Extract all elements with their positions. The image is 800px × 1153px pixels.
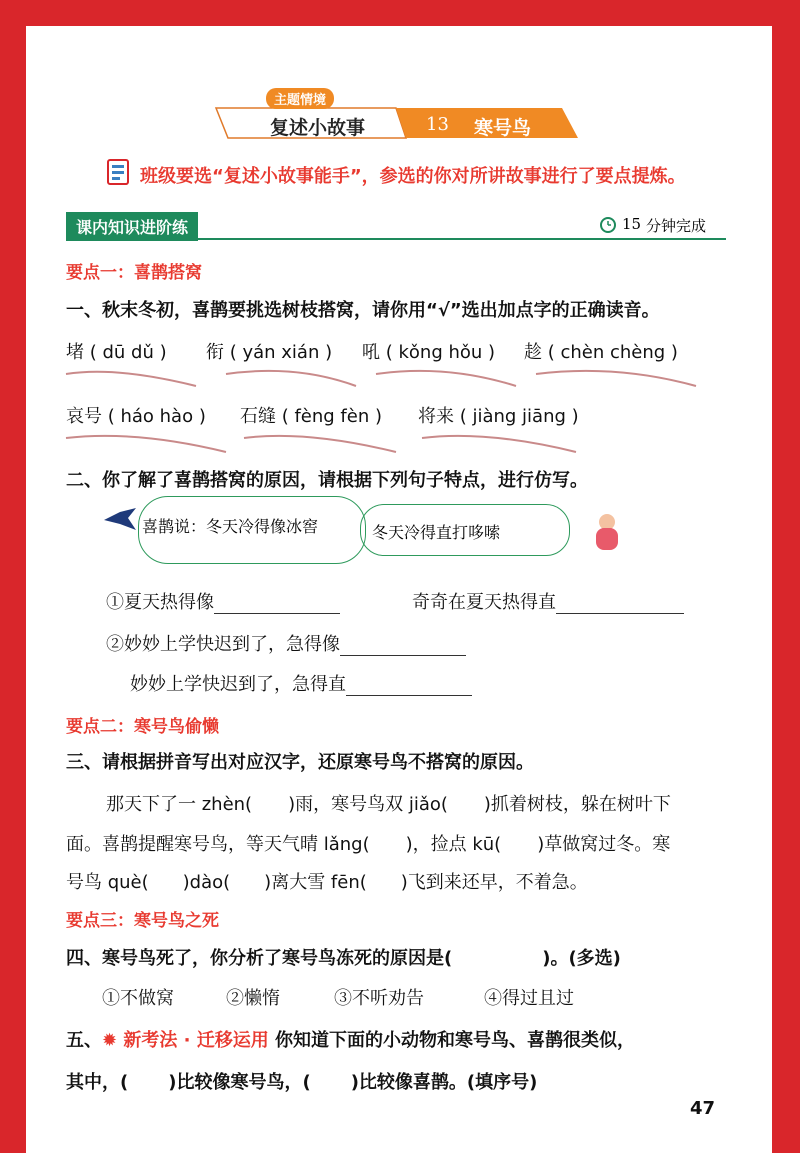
reading-options: chèn chèng [560, 342, 666, 363]
theme-tag: 主题情境 [266, 88, 334, 109]
question-4-text: 四、寒号鸟死了，你分析了寒号鸟冻死的原因是( [66, 948, 453, 969]
passage-seg: )雨，寒号鸟双 jiǎo( [288, 794, 448, 815]
point1-title: 要点一：喜鹊搭窝 [66, 263, 202, 283]
passage-seg: )草做窝过冬。寒 [537, 834, 671, 855]
lesson-number: 13 [426, 114, 449, 135]
reading-options: kǒng hǒu [398, 342, 483, 363]
passage-line-1 [106, 790, 671, 816]
answer-line[interactable] [556, 595, 684, 614]
lightbulb-icon: ✹ [102, 1030, 118, 1051]
option-1[interactable]: ①不做窝 [102, 988, 174, 1009]
item-1 [106, 588, 340, 614]
passage-seg: 面。喜鹊提醒寒号鸟，等天气晴 lǎng( [66, 834, 370, 855]
theme-title: 复述小故事 [270, 117, 366, 139]
reading-word: 吼 [362, 342, 380, 363]
passage-seg: )dào( [182, 872, 231, 893]
item-2-text: 奇奇在夏天热得直 [412, 592, 556, 613]
q5-text1: 你知道下面的小动物和寒号鸟、喜鹊很类似， [275, 1030, 636, 1051]
q5-text2b: )比较像寒号鸟，( [168, 1072, 311, 1093]
reading-options: háo hào [120, 406, 194, 427]
question-4-end: )。(多选) [542, 948, 621, 969]
time-number: 15 [622, 215, 642, 233]
q5-text2c: )比较像喜鹊。(填序号) [350, 1072, 538, 1093]
q5-text2a: 其中，( [66, 1072, 129, 1093]
header-banner [206, 86, 586, 142]
intro-text: 班级要选“复述小故事能手”，参选的你对所讲故事进行了要点提炼。 [140, 166, 686, 187]
q5-prefix: 五、 [66, 1030, 102, 1051]
reading-options: yán xián [242, 342, 320, 363]
item-2 [412, 588, 684, 614]
passage-seg: )飞到来还早，不着急。 [400, 872, 588, 893]
page-number: 47 [690, 1098, 716, 1119]
reading-word: 堵 [66, 342, 84, 363]
reading-options: fèng fèn [294, 406, 370, 427]
reading-options: jiàng jiāng [472, 406, 566, 427]
item-1-text: ①夏天热得像 [106, 592, 214, 613]
passage-seg: )，捡点 kū( [405, 834, 502, 855]
passage-seg: )抓着树枝，躲在树叶下 [483, 794, 671, 815]
shivering-child-icon [592, 512, 622, 556]
answer-line[interactable] [346, 677, 472, 696]
lesson-title: 寒号鸟 [474, 117, 532, 139]
point3-title: 要点三：寒号鸟之死 [66, 911, 219, 931]
reading-word: 趁 [524, 342, 542, 363]
question-1: 一、秋末冬初，喜鹊要挑选树枝搭窝，请你用“√”选出加点字的正确读音。 [66, 300, 660, 321]
reading-2: 衔 ( yán xián ) [206, 342, 333, 363]
reading-1: 堵 ( dū dǔ ) [66, 342, 167, 363]
passage-seg: 那天下了一 zhèn( [106, 794, 253, 815]
answer-line[interactable] [340, 637, 466, 656]
reading-3: 吼 ( kǒng hǒu ) [362, 342, 496, 363]
reading-options: dū dǔ [102, 342, 154, 363]
question-5-line-2 [66, 1068, 537, 1094]
q5-tag: 新考法 · 迁移运用 [123, 1030, 269, 1051]
page [26, 26, 772, 1153]
option-4[interactable]: ④得过且过 [484, 988, 574, 1009]
reading-6: 石缝 ( fèng fèn ) [240, 406, 383, 427]
passage-line-2 [66, 830, 670, 856]
point2-title: 要点二：寒号鸟偷懒 [66, 717, 219, 737]
passage-line-3 [66, 868, 588, 894]
question-3: 三、请根据拼音写出对应汉字，还原寒号鸟不搭窝的原因。 [66, 752, 534, 773]
reading-word: 将来 [418, 406, 454, 427]
item-4-text: 妙妙上学快迟到了，急得直 [130, 674, 346, 695]
alarm-clock-icon [598, 214, 618, 238]
reading-word: 衔 [206, 342, 224, 363]
passage-seg: 号鸟 què( [66, 872, 149, 893]
time-unit: 分钟完成 [646, 217, 707, 235]
question-5-line-1 [66, 1026, 635, 1052]
reading-word: 哀号 [66, 406, 102, 427]
reading-4: 趁 ( chèn chèng ) [524, 342, 678, 363]
question-2: 二、你了解了喜鹊搭窝的原因，请根据下列句子特点，进行仿写。 [66, 470, 588, 491]
item-4 [130, 670, 472, 696]
item-3-text: ②妙妙上学快迟到了，急得像 [106, 634, 340, 655]
magpie-icon [102, 506, 138, 538]
section-title: 课内知识进阶练 [66, 212, 198, 241]
reading-7: 将来 ( jiàng jiāng ) [418, 406, 579, 427]
reading-5: 哀号 ( háo hào ) [66, 406, 206, 427]
clipboard-icon [106, 158, 130, 186]
item-3 [106, 630, 466, 656]
answer-line[interactable] [214, 595, 340, 614]
question-4 [66, 944, 621, 970]
option-3[interactable]: ③不听劝告 [334, 988, 424, 1009]
bubble-left-text: 喜鹊说：冬天冷得像冰窖 [142, 517, 319, 536]
option-2[interactable]: ②懒惰 [226, 988, 280, 1009]
passage-seg: )离大雪 fēn( [264, 872, 367, 893]
reading-word: 石缝 [240, 406, 276, 427]
branch-decoration [56, 356, 716, 466]
bubble-right-text: 冬天冷得直打哆嗦 [372, 523, 501, 542]
